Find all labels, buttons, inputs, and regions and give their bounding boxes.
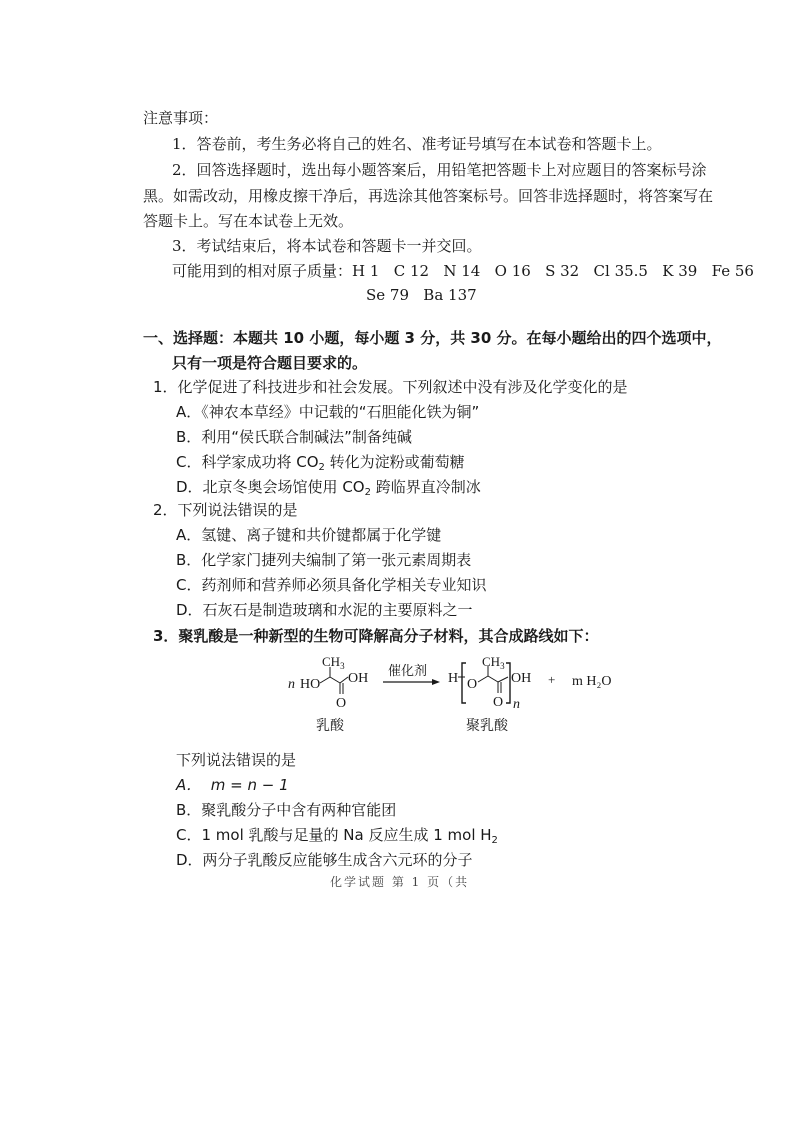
- option-text: C．科学家成功将 CO: [176, 453, 319, 471]
- question-1-option-a: A．《神农本草经》中记载的“石胆能化铁为铜”: [176, 403, 480, 421]
- question-3-option-c: [176, 825, 498, 851]
- product-ch3-label: $CH_3$: [482, 655, 505, 671]
- product-oh-label: OH: [511, 671, 532, 686]
- question-3-option-a: A． m = n − 1: [176, 776, 289, 794]
- notice-item-2a: 2．回答选择题时，选出每小题答案后，用铅笔把答题卡上对应题目的答案标号涂: [172, 161, 707, 179]
- question-1-stem: 1．化学促进了科技进步和社会发展。下列叙述中没有涉及化学变化的是: [153, 378, 628, 396]
- oh-label: OH: [348, 671, 369, 686]
- ch3-label: $CH_3$: [322, 655, 345, 671]
- question-3-option-d: D．两分子乳酸反应能够生成含六元环的分子: [176, 851, 473, 869]
- page-footer: 化学试题 第 1 页（共: [330, 875, 470, 889]
- option-text: 转化为淀粉或葡萄糖: [324, 453, 465, 471]
- catalyst-label: 催化剂: [388, 663, 428, 678]
- atomic-mass-row: [172, 261, 754, 281]
- section-heading-2: 只有一项是符合题目要求的。: [172, 354, 368, 372]
- lactic-acid-structure: [288, 655, 368, 734]
- reaction-scheme: [280, 655, 680, 750]
- question-1-option-c: [176, 452, 465, 478]
- repeat-n-label: n: [513, 697, 520, 712]
- subscript: 2: [491, 835, 498, 846]
- polylactic-acid-label: 聚乳酸: [466, 719, 508, 734]
- polylactic-acid-structure: [448, 655, 531, 734]
- o-label: O: [336, 696, 347, 711]
- question-2-stem: 2．下列说法错误的是: [153, 501, 298, 519]
- question-3-stem: 3．聚乳酸是一种新型的生物可降解高分子材料，其合成路线如下：: [153, 627, 599, 645]
- question-1-option-b: B．利用“侯氏联合制碱法”制备纯碱: [176, 428, 412, 446]
- water-product: m H₂O: [572, 674, 612, 689]
- reaction-arrow: [383, 663, 440, 685]
- carbonyl-o-label: O: [493, 695, 504, 710]
- atomic-mass-values-2: Se 79 Ba 137: [366, 286, 477, 304]
- coef-n: n: [288, 677, 295, 692]
- question-3-option-b: B．聚乳酸分子中含有两种官能团: [176, 801, 397, 819]
- notice-item-2c: 答题卡上。写在本试卷上无效。: [143, 212, 354, 230]
- notice-title: 注意事项：: [143, 109, 219, 127]
- atomic-mass-values: H 1 C 12 N 14 O 16 S 32 Cl 35.5 K 39 Fe 56: [352, 262, 754, 280]
- h-label: H: [448, 671, 459, 686]
- option-text: D．北京冬奥会场馆使用 CO: [176, 478, 365, 496]
- question-3-sub-stem: 下列说法错误的是: [176, 751, 297, 769]
- notice-item-1: 1．答卷前，考生务必将自己的姓名、准考证号填写在本试卷和答题卡上。: [172, 135, 662, 153]
- ester-o-label: O: [467, 677, 478, 692]
- option-text: C．1 mol 乳酸与足量的 Na 反应生成 1 mol H: [176, 826, 492, 844]
- question-2-option-c: C．药剂师和营养师必须具备化学相关专业知识: [176, 576, 487, 594]
- notice-item-2b: 黑。如需改动，用橡皮擦干净后，再选涂其他答案标号。回答非选择题时，将答案写在: [143, 187, 714, 205]
- question-2-option-d: D．石灰石是制造玻璃和水泥的主要原料之一: [176, 601, 473, 619]
- notice-item-3: 3．考试结束后，将本试卷和答题卡一并交回。: [172, 237, 482, 255]
- lactic-acid-label: 乳酸: [316, 719, 344, 734]
- ho-label: HO: [300, 677, 321, 692]
- section-heading-1: 一、选择题：本题共 10 小题，每小题 3 分，共 30 分。在每小题给出的四个选项中，: [143, 329, 722, 347]
- atomic-mass-label: 可能用到的相对原子质量：: [172, 262, 353, 280]
- question-2-option-a: A．氢键、离子键和共价键都属于化学键: [176, 526, 442, 544]
- option-text: 跨临界直冷制冰: [370, 478, 481, 496]
- subscript: 2: [364, 487, 371, 498]
- subscript: 2: [318, 462, 325, 473]
- plus-sign: +: [548, 672, 556, 687]
- question-2-option-b: B．化学家门捷列夫编制了第一张元素周期表: [176, 551, 472, 569]
